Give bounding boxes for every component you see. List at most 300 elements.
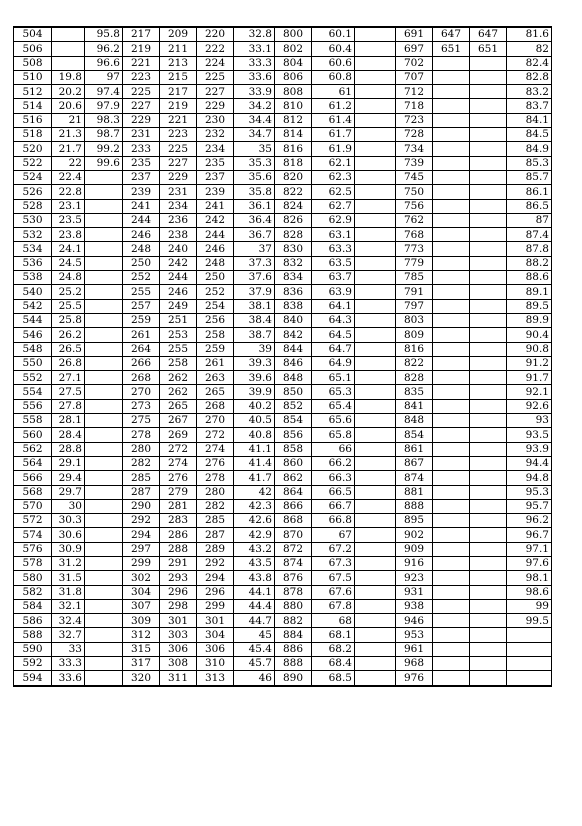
table-cell: [433, 371, 470, 385]
table-cell: 514: [14, 99, 52, 113]
table-cell: [433, 185, 470, 199]
table-cell: 91.7: [507, 371, 552, 385]
table-cell: 828: [396, 371, 433, 385]
table-cell: 66.7: [312, 499, 355, 513]
table-row: [14, 428, 552, 442]
table-cell: 280: [123, 442, 160, 456]
table-cell: 21.7: [52, 142, 85, 156]
table-cell: 26.2: [52, 328, 85, 342]
table-cell: [355, 485, 396, 499]
table-cell: 566: [14, 471, 52, 485]
table-cell: 806: [275, 70, 312, 84]
table-cell: 286: [160, 528, 197, 542]
table-cell: [470, 256, 507, 270]
table-cell: [85, 642, 123, 656]
table-cell: 976: [396, 671, 433, 686]
table-cell: 63.5: [312, 256, 355, 270]
table-cell: 40.8: [234, 428, 275, 442]
table-cell: 294: [197, 571, 234, 585]
table-cell: 594: [14, 671, 52, 686]
table-cell: [85, 614, 123, 628]
table-cell: 262: [160, 385, 197, 399]
table-cell: 41.4: [234, 456, 275, 470]
table-cell: 546: [14, 328, 52, 342]
table-cell: 275: [123, 414, 160, 428]
table-cell: [433, 199, 470, 213]
table-cell: 99.2: [85, 142, 123, 156]
table-cell: [470, 428, 507, 442]
table-cell: 237: [123, 170, 160, 184]
table-cell: 953: [396, 628, 433, 642]
table-cell: 785: [396, 271, 433, 285]
table-cell: 234: [197, 142, 234, 156]
table-cell: 718: [396, 99, 433, 113]
table-cell: 508: [14, 56, 52, 70]
table-cell: 302: [123, 571, 160, 585]
table-cell: 90.4: [507, 328, 552, 342]
table-cell: 239: [123, 185, 160, 199]
table-cell: [85, 371, 123, 385]
table-cell: 37: [234, 242, 275, 256]
table-cell: 273: [123, 399, 160, 413]
table-cell: 266: [123, 356, 160, 370]
table-cell: [470, 671, 507, 686]
table-cell: 762: [396, 213, 433, 227]
table-cell: [507, 642, 552, 656]
table-cell: 846: [275, 356, 312, 370]
table-cell: 315: [123, 642, 160, 656]
table-cell: [355, 585, 396, 599]
table-cell: 67.5: [312, 571, 355, 585]
table-cell: [470, 285, 507, 299]
table-cell: 564: [14, 456, 52, 470]
table-cell: [433, 442, 470, 456]
table-cell: 42.9: [234, 528, 275, 542]
table-cell: [433, 113, 470, 127]
table-cell: [433, 671, 470, 686]
table-cell: 91.2: [507, 356, 552, 370]
table-cell: 32.4: [52, 614, 85, 628]
table-cell: [433, 657, 470, 671]
table-cell: 33: [52, 642, 85, 656]
table-cell: 548: [14, 342, 52, 356]
table-cell: [52, 42, 85, 56]
table-cell: 26.8: [52, 356, 85, 370]
table-cell: 268: [197, 399, 234, 413]
table-cell: [470, 113, 507, 127]
table-cell: 282: [123, 456, 160, 470]
table-cell: 274: [160, 456, 197, 470]
table-cell: [507, 657, 552, 671]
table-cell: 65.1: [312, 371, 355, 385]
table-cell: 810: [275, 99, 312, 113]
table-cell: 37.6: [234, 271, 275, 285]
table-cell: 35.6: [234, 170, 275, 184]
table-cell: 35: [234, 142, 275, 156]
table-cell: 968: [396, 657, 433, 671]
table-cell: [85, 499, 123, 513]
table-cell: [355, 514, 396, 528]
table-cell: 25.5: [52, 299, 85, 313]
table-cell: 89.5: [507, 299, 552, 313]
table-cell: 506: [14, 42, 52, 56]
table-cell: 219: [123, 42, 160, 56]
table-cell: 20.6: [52, 99, 85, 113]
table-cell: 255: [123, 285, 160, 299]
table-row: [14, 99, 552, 113]
table-cell: 221: [123, 56, 160, 70]
table-cell: [355, 657, 396, 671]
table-cell: 756: [396, 199, 433, 213]
table-cell: 217: [123, 27, 160, 42]
table-cell: 262: [160, 371, 197, 385]
table-cell: [470, 514, 507, 528]
table-cell: 249: [160, 299, 197, 313]
table-cell: 840: [275, 313, 312, 327]
table-cell: 99: [507, 599, 552, 613]
table-cell: 878: [275, 585, 312, 599]
table-cell: 526: [14, 185, 52, 199]
table-cell: 24.1: [52, 242, 85, 256]
table-cell: [355, 399, 396, 413]
table-cell: 61.9: [312, 142, 355, 156]
table-cell: [433, 556, 470, 570]
table-cell: 812: [275, 113, 312, 127]
table-cell: [470, 185, 507, 199]
table-cell: 96.2: [85, 42, 123, 56]
table-cell: 39: [234, 342, 275, 356]
table-cell: 282: [197, 499, 234, 513]
table-cell: 27.1: [52, 371, 85, 385]
table-cell: 85.7: [507, 170, 552, 184]
table-cell: 504: [14, 27, 52, 42]
table-cell: 301: [197, 614, 234, 628]
table-cell: 647: [433, 27, 470, 42]
table-cell: 24.5: [52, 256, 85, 270]
table-cell: 62.3: [312, 170, 355, 184]
table-cell: 293: [160, 571, 197, 585]
table-cell: 215: [160, 70, 197, 84]
table-cell: 87.8: [507, 242, 552, 256]
table-cell: 41.7: [234, 471, 275, 485]
table-cell: [433, 342, 470, 356]
table-cell: 28.8: [52, 442, 85, 456]
table-cell: 19.8: [52, 70, 85, 84]
table-cell: 98.3: [85, 113, 123, 127]
table-cell: [355, 571, 396, 585]
table-cell: 244: [123, 213, 160, 227]
table-cell: 227: [160, 156, 197, 170]
table-cell: 864: [275, 485, 312, 499]
table-cell: [85, 514, 123, 528]
table-cell: 867: [396, 456, 433, 470]
table-cell: 241: [123, 199, 160, 213]
table-cell: 97.9: [85, 99, 123, 113]
table-cell: 888: [275, 657, 312, 671]
table-cell: [355, 542, 396, 556]
table-cell: 84.1: [507, 113, 552, 127]
table-cell: 86.5: [507, 199, 552, 213]
table-cell: 768: [396, 228, 433, 242]
table-cell: 862: [275, 471, 312, 485]
table-cell: 838: [275, 299, 312, 313]
table-cell: 98.6: [507, 585, 552, 599]
table-cell: [355, 328, 396, 342]
table-cell: 221: [160, 113, 197, 127]
table-cell: 296: [197, 585, 234, 599]
table-cell: 861: [396, 442, 433, 456]
table-cell: 270: [197, 414, 234, 428]
table-cell: 29.7: [52, 485, 85, 499]
table-cell: 265: [197, 385, 234, 399]
table-cell: 229: [197, 99, 234, 113]
table-cell: [85, 585, 123, 599]
table-cell: 311: [160, 671, 197, 686]
table-cell: 38.7: [234, 328, 275, 342]
table-cell: [433, 285, 470, 299]
table-cell: 702: [396, 56, 433, 70]
table-cell: 931: [396, 585, 433, 599]
table-cell: 250: [123, 256, 160, 270]
table-cell: [52, 56, 85, 70]
table-cell: 60.4: [312, 42, 355, 56]
table-cell: 82.4: [507, 56, 552, 70]
table-cell: 33.1: [234, 42, 275, 56]
table-cell: [355, 185, 396, 199]
table-cell: 816: [275, 142, 312, 156]
table-row: [14, 342, 552, 356]
table-cell: 99.6: [85, 156, 123, 170]
table-cell: [355, 342, 396, 356]
table-cell: 46: [234, 671, 275, 686]
table-cell: 235: [197, 156, 234, 170]
table-cell: [470, 70, 507, 84]
table-row: [14, 299, 552, 313]
table-cell: 96.7: [507, 528, 552, 542]
table-row: [14, 599, 552, 613]
table-cell: 32.1: [52, 599, 85, 613]
table-cell: 309: [123, 614, 160, 628]
table-cell: 556: [14, 399, 52, 413]
table-cell: 586: [14, 614, 52, 628]
table-row: [14, 285, 552, 299]
table-cell: 82.8: [507, 70, 552, 84]
table-cell: 246: [197, 242, 234, 256]
table-row: [14, 70, 552, 84]
table-cell: [433, 228, 470, 242]
table-cell: 874: [275, 556, 312, 570]
table-cell: 923: [396, 571, 433, 585]
table-row: [14, 371, 552, 385]
table-cell: 87.4: [507, 228, 552, 242]
table-cell: 588: [14, 628, 52, 642]
table-cell: [355, 313, 396, 327]
table-cell: 60.6: [312, 56, 355, 70]
table-cell: 230: [197, 113, 234, 127]
table-cell: 30.6: [52, 528, 85, 542]
table-cell: 290: [123, 499, 160, 513]
table-cell: [433, 356, 470, 370]
table-row: [14, 456, 552, 470]
table-row: [14, 42, 552, 56]
table-cell: 96.6: [85, 56, 123, 70]
table-cell: 22: [52, 156, 85, 170]
table-cell: 299: [197, 599, 234, 613]
table-row: [14, 85, 552, 99]
table-cell: [85, 228, 123, 242]
table-cell: 235: [123, 156, 160, 170]
table-cell: 246: [123, 228, 160, 242]
table-cell: 95.3: [507, 485, 552, 499]
table-cell: 26.5: [52, 342, 85, 356]
table-cell: 313: [197, 671, 234, 686]
table-cell: 276: [197, 456, 234, 470]
table-cell: 67.6: [312, 585, 355, 599]
table-cell: 267: [160, 414, 197, 428]
table-cell: [355, 27, 396, 42]
table-cell: [355, 128, 396, 142]
table-cell: [470, 99, 507, 113]
table-cell: 510: [14, 70, 52, 84]
table-cell: 265: [160, 399, 197, 413]
table-cell: 866: [275, 499, 312, 513]
table-cell: [433, 313, 470, 327]
table-row: [14, 56, 552, 70]
table-cell: 37.3: [234, 256, 275, 270]
table-cell: 31.8: [52, 585, 85, 599]
table-cell: 320: [123, 671, 160, 686]
table-cell: 540: [14, 285, 52, 299]
table-cell: 223: [160, 128, 197, 142]
table-cell: [355, 285, 396, 299]
table-cell: 65.6: [312, 414, 355, 428]
table-cell: 255: [160, 342, 197, 356]
table-cell: [355, 556, 396, 570]
table-row: [14, 628, 552, 642]
table-cell: [355, 671, 396, 686]
table-cell: [85, 199, 123, 213]
table-cell: [355, 113, 396, 127]
table-cell: 36.4: [234, 213, 275, 227]
table-cell: 297: [123, 542, 160, 556]
table-cell: [470, 128, 507, 142]
table-cell: [470, 471, 507, 485]
table-cell: 534: [14, 242, 52, 256]
table-cell: 40.2: [234, 399, 275, 413]
table-cell: 576: [14, 542, 52, 556]
table-cell: 890: [275, 671, 312, 686]
table-cell: 278: [197, 471, 234, 485]
table-cell: 67.8: [312, 599, 355, 613]
table-cell: 22.4: [52, 170, 85, 184]
table-cell: 697: [396, 42, 433, 56]
table-cell: [433, 271, 470, 285]
table-cell: 310: [197, 657, 234, 671]
table-cell: [470, 170, 507, 184]
table-cell: [433, 628, 470, 642]
table-cell: 35.8: [234, 185, 275, 199]
table-cell: [355, 70, 396, 84]
table-cell: 88.2: [507, 256, 552, 270]
table-cell: 739: [396, 156, 433, 170]
table-cell: [85, 299, 123, 313]
table-cell: 647: [470, 27, 507, 42]
table-cell: 850: [275, 385, 312, 399]
table-cell: 870: [275, 528, 312, 542]
table-row: [14, 170, 552, 184]
table-cell: 285: [123, 471, 160, 485]
table-cell: 42.3: [234, 499, 275, 513]
table-cell: 285: [197, 514, 234, 528]
table-cell: 29.4: [52, 471, 85, 485]
table-cell: 880: [275, 599, 312, 613]
table-cell: 803: [396, 313, 433, 327]
table-cell: [470, 628, 507, 642]
table-cell: 63.9: [312, 285, 355, 299]
table-cell: 946: [396, 614, 433, 628]
table-cell: 225: [123, 85, 160, 99]
table-cell: [470, 542, 507, 556]
table-row: [14, 142, 552, 156]
table-cell: [433, 585, 470, 599]
table-cell: [433, 385, 470, 399]
table-cell: 268: [123, 371, 160, 385]
table-cell: 520: [14, 142, 52, 156]
table-cell: 60.1: [312, 27, 355, 42]
table-cell: [470, 585, 507, 599]
table-cell: 29.1: [52, 456, 85, 470]
table-cell: 582: [14, 585, 52, 599]
table-cell: 64.9: [312, 356, 355, 370]
table-cell: 62.1: [312, 156, 355, 170]
table-cell: [433, 614, 470, 628]
table-cell: 213: [160, 56, 197, 70]
table-cell: 84.5: [507, 128, 552, 142]
table-cell: 252: [123, 271, 160, 285]
table-cell: 220: [197, 27, 234, 42]
table-cell: 848: [396, 414, 433, 428]
table-cell: 868: [275, 514, 312, 528]
table-cell: 96.2: [507, 514, 552, 528]
table-cell: [470, 271, 507, 285]
table-row: [14, 128, 552, 142]
table-row: [14, 27, 552, 42]
table-cell: [433, 642, 470, 656]
table-cell: 538: [14, 271, 52, 285]
table-cell: [355, 299, 396, 313]
table-row: [14, 556, 552, 570]
table-cell: 92.1: [507, 385, 552, 399]
table-row: [14, 442, 552, 456]
table-cell: 238: [160, 228, 197, 242]
table-cell: 231: [160, 185, 197, 199]
table-cell: 92.6: [507, 399, 552, 413]
table-cell: 542: [14, 299, 52, 313]
table-cell: [85, 399, 123, 413]
table-cell: 90.8: [507, 342, 552, 356]
table-cell: [85, 385, 123, 399]
table-row: [14, 528, 552, 542]
table-cell: 572: [14, 514, 52, 528]
table-cell: 27.5: [52, 385, 85, 399]
table-row: [14, 185, 552, 199]
table-cell: 23.5: [52, 213, 85, 227]
table-row: [14, 199, 552, 213]
table-cell: [470, 213, 507, 227]
table-cell: 209: [160, 27, 197, 42]
table-cell: 62.9: [312, 213, 355, 227]
table-cell: 97: [85, 70, 123, 84]
